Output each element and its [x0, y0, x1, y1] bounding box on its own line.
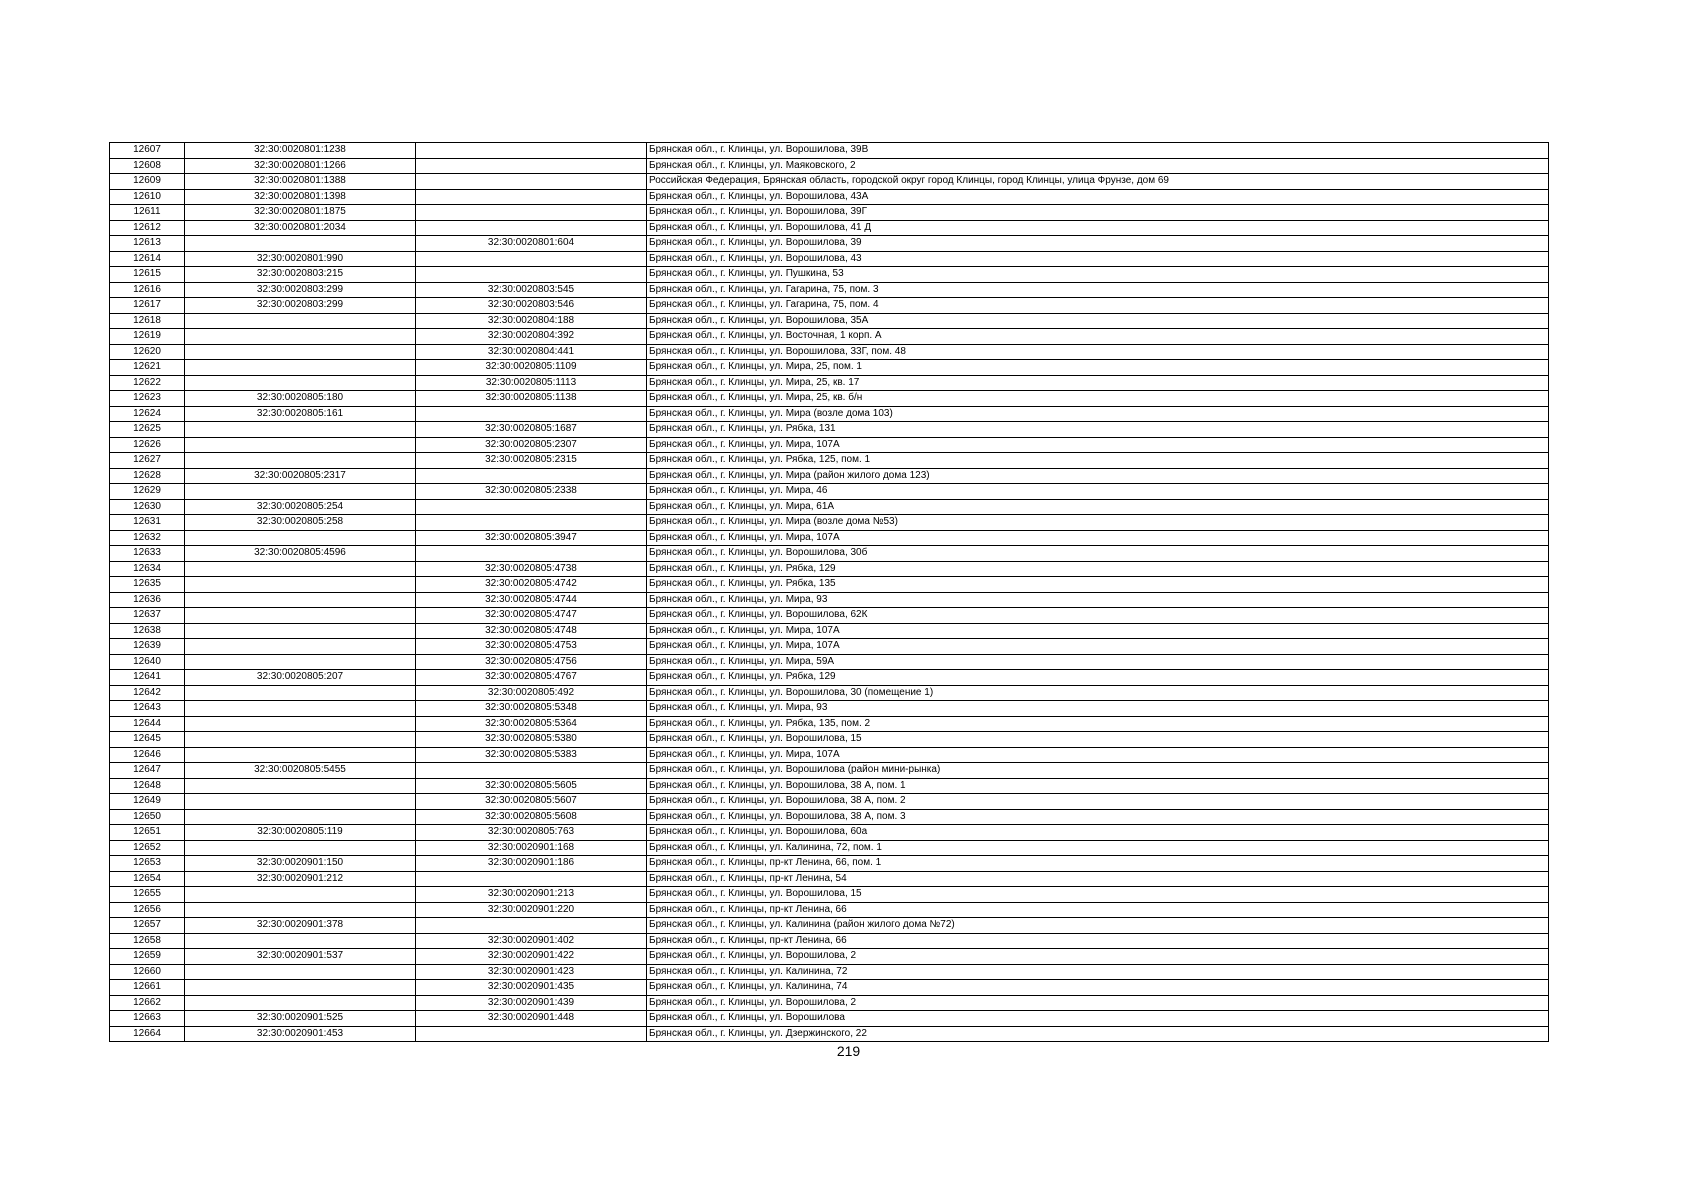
table-row	[110, 143, 1549, 159]
table-row	[110, 964, 1549, 980]
land-cadastral-number	[185, 437, 416, 453]
table-row	[110, 840, 1549, 856]
address: Брянская обл., г. Клинцы, ул. Ворошилова, 30 (помещение 1)	[647, 685, 1549, 701]
row-number: 12624	[110, 406, 185, 422]
land-cadastral-number: 32:30:0020805:119	[185, 825, 416, 841]
object-cadastral-number	[416, 499, 647, 515]
row-number: 12637	[110, 608, 185, 624]
land-cadastral-number: 32:30:0020805:2317	[185, 468, 416, 484]
land-cadastral-number: 32:30:0020801:1398	[185, 189, 416, 205]
land-cadastral-number	[185, 980, 416, 996]
row-number: 12623	[110, 391, 185, 407]
row-number: 12642	[110, 685, 185, 701]
address: Брянская обл., г. Клинцы, ул. Мира, 25, пом. 1	[647, 360, 1549, 376]
object-cadastral-number: 32:30:0020805:492	[416, 685, 647, 701]
row-number: 12614	[110, 251, 185, 267]
row-number: 12633	[110, 546, 185, 562]
row-number: 12652	[110, 840, 185, 856]
object-cadastral-number: 32:30:0020803:546	[416, 298, 647, 314]
object-cadastral-number: 32:30:0020805:763	[416, 825, 647, 841]
table-row	[110, 778, 1549, 794]
row-number: 12653	[110, 856, 185, 872]
object-cadastral-number	[416, 1026, 647, 1042]
table-row	[110, 825, 1549, 841]
row-number: 12625	[110, 422, 185, 438]
row-number: 12645	[110, 732, 185, 748]
address: Брянская обл., г. Клинцы, ул. Ворошилова, 43А	[647, 189, 1549, 205]
address: Брянская обл., г. Клинцы, ул. Мира, 25, кв. б/н	[647, 391, 1549, 407]
address: Брянская обл., г. Клинцы, ул. Калинина, 74	[647, 980, 1549, 996]
row-number: 12627	[110, 453, 185, 469]
object-cadastral-number: 32:30:0020805:5605	[416, 778, 647, 794]
address: Брянская обл., г. Клинцы, ул. Рябка, 131	[647, 422, 1549, 438]
land-cadastral-number	[185, 608, 416, 624]
row-number: 12618	[110, 313, 185, 329]
row-number: 12647	[110, 763, 185, 779]
object-cadastral-number: 32:30:0020805:4767	[416, 670, 647, 686]
table-row	[110, 1011, 1549, 1027]
row-number: 12643	[110, 701, 185, 717]
land-cadastral-number: 32:30:0020901:537	[185, 949, 416, 965]
table-row	[110, 515, 1549, 531]
table-row	[110, 980, 1549, 996]
row-number: 12616	[110, 282, 185, 298]
address: Брянская обл., г. Клинцы, ул. Ворошилова, 2	[647, 995, 1549, 1011]
table-body	[110, 143, 1549, 1042]
address: Брянская обл., г. Клинцы, ул. Калинина, 72, пом. 1	[647, 840, 1549, 856]
object-cadastral-number: 32:30:0020805:4742	[416, 577, 647, 593]
land-cadastral-number	[185, 236, 416, 252]
object-cadastral-number: 32:30:0020805:2315	[416, 453, 647, 469]
address: Брянская обл., г. Клинцы, ул. Мира (возле дома 103)	[647, 406, 1549, 422]
row-number: 12622	[110, 375, 185, 391]
land-cadastral-number: 32:30:0020801:2034	[185, 220, 416, 236]
table-row	[110, 670, 1549, 686]
land-cadastral-number	[185, 422, 416, 438]
object-cadastral-number: 32:30:0020901:186	[416, 856, 647, 872]
land-cadastral-number	[185, 577, 416, 593]
table-row	[110, 995, 1549, 1011]
row-number: 12626	[110, 437, 185, 453]
object-cadastral-number: 32:30:0020901:439	[416, 995, 647, 1011]
row-number: 12610	[110, 189, 185, 205]
row-number: 12636	[110, 592, 185, 608]
land-cadastral-number: 32:30:0020801:1266	[185, 158, 416, 174]
object-cadastral-number: 32:30:0020804:441	[416, 344, 647, 360]
land-cadastral-number: 32:30:0020801:1388	[185, 174, 416, 190]
row-number: 12661	[110, 980, 185, 996]
address: Брянская обл., г. Клинцы, ул. Ворошилова (район мини-рынка)	[647, 763, 1549, 779]
row-number: 12615	[110, 267, 185, 283]
table-row	[110, 422, 1549, 438]
address: Брянская обл., г. Клинцы, ул. Мира, 107А	[647, 639, 1549, 655]
object-cadastral-number	[416, 158, 647, 174]
row-number: 12634	[110, 561, 185, 577]
table-row	[110, 484, 1549, 500]
address: Брянская обл., г. Клинцы, ул. Ворошилова, 39В	[647, 143, 1549, 159]
address: Брянская обл., г. Клинцы, ул. Рябка, 135, пом. 2	[647, 716, 1549, 732]
object-cadastral-number	[416, 468, 647, 484]
table-row	[110, 794, 1549, 810]
land-cadastral-number	[185, 747, 416, 763]
table-row	[110, 530, 1549, 546]
address: Брянская обл., г. Клинцы, пр-кт Ленина, 66, пом. 1	[647, 856, 1549, 872]
row-number: 12620	[110, 344, 185, 360]
address: Брянская обл., г. Клинцы, ул. Мира, 107А	[647, 437, 1549, 453]
row-number: 12638	[110, 623, 185, 639]
table-row	[110, 282, 1549, 298]
object-cadastral-number: 32:30:0020901:168	[416, 840, 647, 856]
row-number: 12632	[110, 530, 185, 546]
address: Брянская обл., г. Клинцы, ул. Ворошилова, 38 А, пом. 1	[647, 778, 1549, 794]
row-number: 12658	[110, 933, 185, 949]
table-row	[110, 918, 1549, 934]
object-cadastral-number: 32:30:0020805:2307	[416, 437, 647, 453]
address: Брянская обл., г. Клинцы, ул. Ворошилова, 38 А, пом. 2	[647, 794, 1549, 810]
table-row	[110, 344, 1549, 360]
object-cadastral-number	[416, 251, 647, 267]
table-row	[110, 220, 1549, 236]
row-number: 12609	[110, 174, 185, 190]
table-row	[110, 701, 1549, 717]
table-row	[110, 375, 1549, 391]
table-row	[110, 592, 1549, 608]
object-cadastral-number: 32:30:0020901:402	[416, 933, 647, 949]
address: Брянская обл., г. Клинцы, ул. Мира, 107А	[647, 530, 1549, 546]
object-cadastral-number: 32:30:0020805:3947	[416, 530, 647, 546]
address: Брянская обл., г. Клинцы, ул. Гагарина, 75, пом. 3	[647, 282, 1549, 298]
address: Брянская обл., г. Клинцы, ул. Ворошилова, 35А	[647, 313, 1549, 329]
table-row	[110, 546, 1549, 562]
row-number: 12640	[110, 654, 185, 670]
object-cadastral-number: 32:30:0020901:423	[416, 964, 647, 980]
table-row	[110, 608, 1549, 624]
object-cadastral-number: 32:30:0020801:604	[416, 236, 647, 252]
object-cadastral-number: 32:30:0020901:435	[416, 980, 647, 996]
land-cadastral-number	[185, 360, 416, 376]
address: Брянская обл., г. Клинцы, ул. Мира, 107А	[647, 623, 1549, 639]
address: Брянская обл., г. Клинцы, ул. Рябка, 129	[647, 670, 1549, 686]
land-cadastral-number: 32:30:0020803:299	[185, 282, 416, 298]
table-row	[110, 887, 1549, 903]
table-row	[110, 623, 1549, 639]
land-cadastral-number	[185, 654, 416, 670]
object-cadastral-number: 32:30:0020805:4748	[416, 623, 647, 639]
row-number: 12639	[110, 639, 185, 655]
address: Брянская обл., г. Клинцы, ул. Ворошилова, 60а	[647, 825, 1549, 841]
table-row	[110, 267, 1549, 283]
address: Брянская обл., г. Клинцы, ул. Мира, 59А	[647, 654, 1549, 670]
table-row	[110, 871, 1549, 887]
address: Брянская обл., г. Клинцы, ул. Ворошилова, 38 А, пом. 3	[647, 809, 1549, 825]
land-cadastral-number: 32:30:0020805:258	[185, 515, 416, 531]
table-row	[110, 639, 1549, 655]
object-cadastral-number	[416, 174, 647, 190]
address: Брянская обл., г. Клинцы, ул. Ворошилова, 15	[647, 732, 1549, 748]
land-cadastral-number: 32:30:0020801:1238	[185, 143, 416, 159]
object-cadastral-number	[416, 515, 647, 531]
address: Брянская обл., г. Клинцы, ул. Мира, 25, кв. 17	[647, 375, 1549, 391]
table-row	[110, 298, 1549, 314]
land-cadastral-number	[185, 344, 416, 360]
table-row	[110, 949, 1549, 965]
row-number: 12619	[110, 329, 185, 345]
table-row	[110, 406, 1549, 422]
table-row	[110, 561, 1549, 577]
land-cadastral-number: 32:30:0020801:1875	[185, 205, 416, 221]
object-cadastral-number: 32:30:0020805:5364	[416, 716, 647, 732]
table-row	[110, 809, 1549, 825]
land-cadastral-number: 32:30:0020901:212	[185, 871, 416, 887]
row-number: 12628	[110, 468, 185, 484]
object-cadastral-number	[416, 267, 647, 283]
table-row	[110, 360, 1549, 376]
land-cadastral-number	[185, 732, 416, 748]
land-cadastral-number	[185, 964, 416, 980]
row-number: 12630	[110, 499, 185, 515]
object-cadastral-number	[416, 220, 647, 236]
address: Брянская обл., г. Клинцы, ул. Ворошилова, 39	[647, 236, 1549, 252]
land-cadastral-number	[185, 778, 416, 794]
land-cadastral-number: 32:30:0020805:180	[185, 391, 416, 407]
address: Брянская обл., г. Клинцы, ул. Ворошилова, 2	[647, 949, 1549, 965]
table-row	[110, 251, 1549, 267]
land-cadastral-number: 32:30:0020803:215	[185, 267, 416, 283]
land-cadastral-number: 32:30:0020803:299	[185, 298, 416, 314]
address: Брянская обл., г. Клинцы, ул. Мира (район жилого дома 123)	[647, 468, 1549, 484]
row-number: 12657	[110, 918, 185, 934]
address: Брянская обл., г. Клинцы, ул. Ворошилова, 30б	[647, 546, 1549, 562]
row-number: 12631	[110, 515, 185, 531]
object-cadastral-number	[416, 205, 647, 221]
address: Брянская обл., г. Клинцы, ул. Мира, 93	[647, 592, 1549, 608]
object-cadastral-number	[416, 546, 647, 562]
object-cadastral-number	[416, 763, 647, 779]
object-cadastral-number: 32:30:0020805:1138	[416, 391, 647, 407]
table-row	[110, 763, 1549, 779]
land-cadastral-number: 32:30:0020805:5455	[185, 763, 416, 779]
object-cadastral-number: 32:30:0020805:1109	[416, 360, 647, 376]
object-cadastral-number: 32:30:0020805:4747	[416, 608, 647, 624]
object-cadastral-number	[416, 189, 647, 205]
row-number: 12644	[110, 716, 185, 732]
address: Брянская обл., г. Клинцы, ул. Ворошилова	[647, 1011, 1549, 1027]
row-number: 12608	[110, 158, 185, 174]
address: Брянская обл., г. Клинцы, ул. Ворошилова, 43	[647, 251, 1549, 267]
address: Брянская обл., г. Клинцы, ул. Калинина, 72	[647, 964, 1549, 980]
row-number: 12621	[110, 360, 185, 376]
object-cadastral-number: 32:30:0020901:220	[416, 902, 647, 918]
row-number: 12656	[110, 902, 185, 918]
object-cadastral-number: 32:30:0020805:2338	[416, 484, 647, 500]
table-row	[110, 716, 1549, 732]
land-cadastral-number	[185, 375, 416, 391]
land-cadastral-number	[185, 809, 416, 825]
row-number: 12611	[110, 205, 185, 221]
table-row	[110, 933, 1549, 949]
object-cadastral-number: 32:30:0020805:5607	[416, 794, 647, 810]
address: Брянская обл., г. Клинцы, ул. Мира, 93	[647, 701, 1549, 717]
land-cadastral-number: 32:30:0020901:378	[185, 918, 416, 934]
table-row	[110, 577, 1549, 593]
row-number: 12651	[110, 825, 185, 841]
row-number: 12649	[110, 794, 185, 810]
address: Брянская обл., г. Клинцы, ул. Ворошилова, 62К	[647, 608, 1549, 624]
land-cadastral-number	[185, 840, 416, 856]
table-row	[110, 437, 1549, 453]
address: Брянская обл., г. Клинцы, пр-кт Ленина, 66	[647, 933, 1549, 949]
land-cadastral-number	[185, 530, 416, 546]
row-number: 12662	[110, 995, 185, 1011]
object-cadastral-number: 32:30:0020805:5380	[416, 732, 647, 748]
page-number: 219	[836, 1043, 861, 1059]
row-number: 12612	[110, 220, 185, 236]
land-cadastral-number: 32:30:0020805:207	[185, 670, 416, 686]
address: Брянская обл., г. Клинцы, ул. Восточная, 1 корп. А	[647, 329, 1549, 345]
object-cadastral-number	[416, 143, 647, 159]
land-cadastral-number	[185, 995, 416, 1011]
table-row	[110, 1026, 1549, 1042]
land-cadastral-number	[185, 484, 416, 500]
table-row	[110, 685, 1549, 701]
row-number: 12663	[110, 1011, 185, 1027]
row-number: 12660	[110, 964, 185, 980]
address: Брянская обл., г. Клинцы, пр-кт Ленина, 54	[647, 871, 1549, 887]
table-row	[110, 236, 1549, 252]
row-number: 12655	[110, 887, 185, 903]
address: Брянская обл., г. Клинцы, ул. Ворошилова, 41 Д	[647, 220, 1549, 236]
address: Брянская обл., г. Клинцы, ул. Мира, 61А	[647, 499, 1549, 515]
object-cadastral-number: 32:30:0020805:4756	[416, 654, 647, 670]
address: Брянская обл., г. Клинцы, ул. Рябка, 129	[647, 561, 1549, 577]
table-row	[110, 902, 1549, 918]
land-cadastral-number	[185, 902, 416, 918]
land-cadastral-number: 32:30:0020805:161	[185, 406, 416, 422]
object-cadastral-number: 32:30:0020805:5348	[416, 701, 647, 717]
address: Брянская обл., г. Клинцы, ул. Рябка, 125, пом. 1	[647, 453, 1549, 469]
object-cadastral-number: 32:30:0020805:4738	[416, 561, 647, 577]
row-number: 12648	[110, 778, 185, 794]
land-cadastral-number: 32:30:0020901:453	[185, 1026, 416, 1042]
address: Брянская обл., г. Клинцы, пр-кт Ленина, 66	[647, 902, 1549, 918]
object-cadastral-number: 32:30:0020901:448	[416, 1011, 647, 1027]
table-row	[110, 189, 1549, 205]
object-cadastral-number: 32:30:0020805:4744	[416, 592, 647, 608]
object-cadastral-number: 32:30:0020804:392	[416, 329, 647, 345]
address: Брянская обл., г. Клинцы, ул. Мира, 107А	[647, 747, 1549, 763]
table-row	[110, 205, 1549, 221]
land-cadastral-number	[185, 623, 416, 639]
land-cadastral-number: 32:30:0020901:525	[185, 1011, 416, 1027]
row-number: 12635	[110, 577, 185, 593]
row-number: 12650	[110, 809, 185, 825]
row-number: 12659	[110, 949, 185, 965]
object-cadastral-number: 32:30:0020805:1113	[416, 375, 647, 391]
object-cadastral-number	[416, 918, 647, 934]
land-cadastral-number	[185, 313, 416, 329]
object-cadastral-number: 32:30:0020805:5383	[416, 747, 647, 763]
object-cadastral-number: 32:30:0020804:188	[416, 313, 647, 329]
land-cadastral-number: 32:30:0020901:150	[185, 856, 416, 872]
address: Брянская обл., г. Клинцы, ул. Маяковского, 2	[647, 158, 1549, 174]
table-row	[110, 174, 1549, 190]
land-cadastral-number: 32:30:0020805:4596	[185, 546, 416, 562]
land-cadastral-number	[185, 329, 416, 345]
land-cadastral-number	[185, 887, 416, 903]
row-number: 12629	[110, 484, 185, 500]
address: Брянская обл., г. Клинцы, ул. Мира, 46	[647, 484, 1549, 500]
object-cadastral-number: 32:30:0020803:545	[416, 282, 647, 298]
table-row	[110, 468, 1549, 484]
land-cadastral-number	[185, 561, 416, 577]
table-row	[110, 158, 1549, 174]
land-cadastral-number: 32:30:0020805:254	[185, 499, 416, 515]
address: Брянская обл., г. Клинцы, ул. Рябка, 135	[647, 577, 1549, 593]
address: Брянская обл., г. Клинцы, ул. Ворошилова, 39Г	[647, 205, 1549, 221]
row-number: 12654	[110, 871, 185, 887]
land-cadastral-number	[185, 592, 416, 608]
land-cadastral-number	[185, 716, 416, 732]
object-cadastral-number: 32:30:0020901:213	[416, 887, 647, 903]
address: Российская Федерация, Брянская область, городской округ город Клинцы, город Клинцы, улица Фрунзе, дом 69	[647, 174, 1549, 190]
table-row	[110, 453, 1549, 469]
land-cadastral-number	[185, 933, 416, 949]
property-table	[109, 142, 1549, 1042]
address: Брянская обл., г. Клинцы, ул. Калинина (район жилого дома №72)	[647, 918, 1549, 934]
object-cadastral-number: 32:30:0020805:5608	[416, 809, 647, 825]
address: Брянская обл., г. Клинцы, ул. Ворошилова, 33Г, пом. 48	[647, 344, 1549, 360]
land-cadastral-number	[185, 639, 416, 655]
table-row	[110, 499, 1549, 515]
row-number: 12613	[110, 236, 185, 252]
table-row	[110, 654, 1549, 670]
land-cadastral-number: 32:30:0020801:990	[185, 251, 416, 267]
object-cadastral-number	[416, 406, 647, 422]
table-row	[110, 329, 1549, 345]
table-row	[110, 856, 1549, 872]
address: Брянская обл., г. Клинцы, ул. Мира (возле дома №53)	[647, 515, 1549, 531]
row-number: 12617	[110, 298, 185, 314]
land-cadastral-number	[185, 685, 416, 701]
table-row	[110, 747, 1549, 763]
table-row	[110, 391, 1549, 407]
address: Брянская обл., г. Клинцы, ул. Гагарина, 75, пом. 4	[647, 298, 1549, 314]
object-cadastral-number: 32:30:0020805:1687	[416, 422, 647, 438]
land-cadastral-number	[185, 794, 416, 810]
row-number: 12646	[110, 747, 185, 763]
row-number: 12664	[110, 1026, 185, 1042]
address: Брянская обл., г. Клинцы, ул. Ворошилова, 15	[647, 887, 1549, 903]
table-row	[110, 732, 1549, 748]
address: Брянская обл., г. Клинцы, ул. Пушкина, 53	[647, 267, 1549, 283]
row-number: 12641	[110, 670, 185, 686]
land-cadastral-number	[185, 701, 416, 717]
table-row	[110, 313, 1549, 329]
object-cadastral-number: 32:30:0020805:4753	[416, 639, 647, 655]
land-cadastral-number	[185, 453, 416, 469]
row-number: 12607	[110, 143, 185, 159]
object-cadastral-number	[416, 871, 647, 887]
address: Брянская обл., г. Клинцы, ул. Дзержинского, 22	[647, 1026, 1549, 1042]
object-cadastral-number: 32:30:0020901:422	[416, 949, 647, 965]
